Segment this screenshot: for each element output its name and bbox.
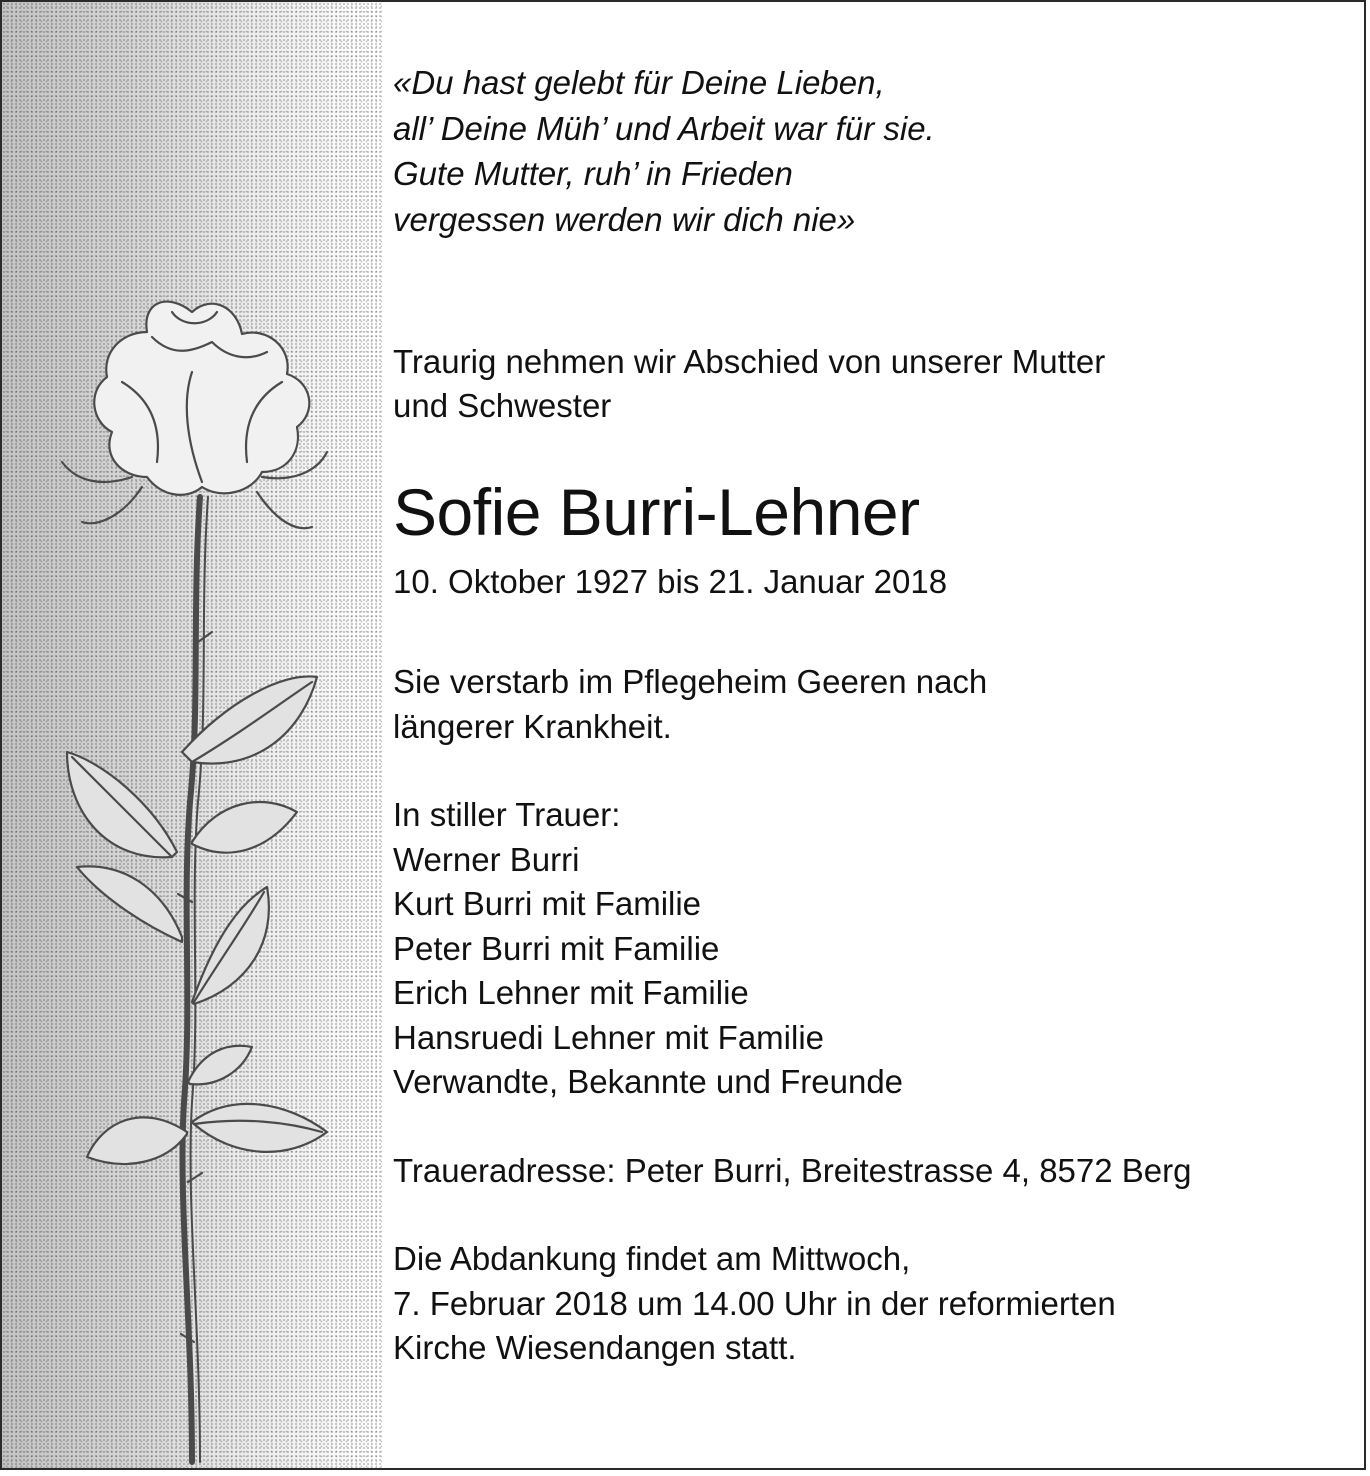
mourner-name: Werner Burri — [393, 840, 580, 878]
service-line: 7. Februar 2018 um 14.00 Uhr in der reformierten — [393, 1284, 1116, 1322]
death-note — [393, 660, 1353, 749]
quote-line: Gute Mutter, ruh’ in Frieden — [393, 155, 793, 192]
announcement-intro — [393, 340, 1353, 428]
quote-line: «Du hast gelebt für Deine Lieben, — [393, 64, 885, 101]
mourning-address: Traueradresse: Peter Burri, Breitestrasse 4, 8572 Berg — [393, 1151, 1192, 1189]
mourners-heading: In stiller Trauer: — [393, 796, 621, 833]
service-line: Kirche Wiesendangen statt. — [393, 1329, 797, 1366]
mourner-name: Hansruedi Lehner mit Familie — [393, 1018, 825, 1056]
mourner-name: Kurt Burri mit Familie — [393, 885, 702, 922]
obituary-text — [393, 60, 1353, 1371]
quote-line: vergessen werden wir dich nie» — [393, 200, 856, 238]
quote-line: all’ Deine Müh’ und Arbeit war für sie. — [393, 109, 935, 147]
funeral-service-info — [393, 1237, 1353, 1371]
mourners-list — [393, 793, 1353, 1105]
intro-line: Traurig nehmen wir Abschied von unserer Mutter — [393, 343, 1106, 380]
memorial-quote — [393, 60, 1353, 242]
mourner-name: Verwandte, Bekannte und Freunde — [393, 1063, 904, 1100]
service-line: Die Abdankung findet am Mittwoch, — [393, 1240, 911, 1277]
deceased-name: Sofie Burri-Lehner — [393, 475, 920, 549]
mourner-name: Erich Lehner mit Familie — [393, 974, 749, 1011]
mourner-name: Peter Burri mit Familie — [393, 929, 720, 967]
life-dates: 10. Oktober 1927 bis 21. Januar 2018 — [393, 563, 948, 600]
death-note-line: Sie verstarb im Pflegeheim Geeren nach — [393, 663, 988, 700]
death-note-line: längerer Krankheit. — [393, 707, 672, 745]
rose-icon — [42, 282, 352, 1470]
intro-line: und Schwester — [393, 387, 612, 424]
